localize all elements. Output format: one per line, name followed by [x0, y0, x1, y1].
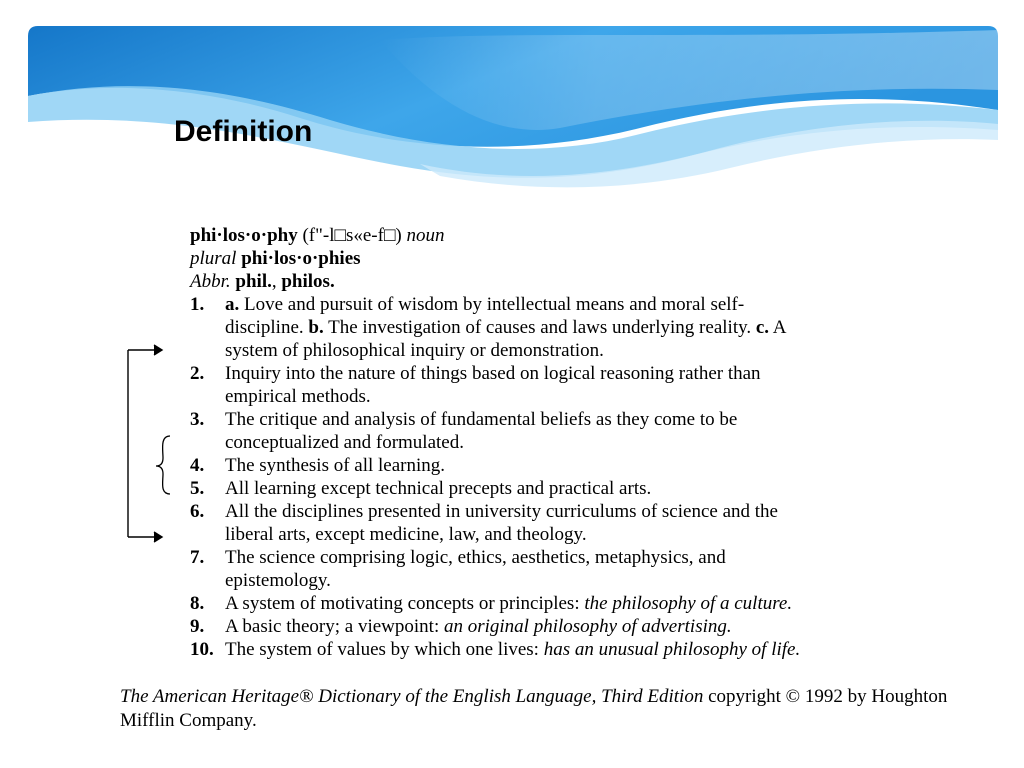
- part-of-speech: noun: [406, 225, 445, 246]
- header-wave-banner: [0, 0, 1024, 200]
- subsense-label-c: c.: [755, 317, 770, 338]
- usage-example: has an unusual philosophy of life.: [543, 639, 801, 660]
- sense-line: empirical methods.: [225, 386, 371, 407]
- subsense-text-a-cont: discipline.: [225, 317, 309, 338]
- sense-number: 5.: [190, 478, 205, 499]
- sense-line: [225, 316, 950, 339]
- plural-label: plural: [190, 248, 237, 269]
- abbr-separator: ,: [271, 271, 282, 292]
- subsense-label-b: b.: [308, 317, 324, 338]
- sense-line: Inquiry into the nature of things based on logical reasoning rather than: [225, 363, 761, 384]
- sense-item-2: [190, 362, 950, 408]
- sense-item-7: [190, 546, 950, 592]
- copyright-text: copyright © 1992 by Houghton Mifflin Company.: [120, 686, 948, 731]
- sense-number: 6.: [190, 501, 205, 522]
- sense-line: liberal arts, except medicine, law, and theology.: [225, 524, 587, 545]
- subsense-text-b: The investigation of causes and laws underlying reality.: [323, 317, 756, 338]
- sense-item-1: [190, 293, 950, 362]
- sense-number: 10.: [190, 639, 214, 660]
- subsense-text-c-start: A: [769, 317, 787, 338]
- headword-line: [190, 224, 950, 247]
- sense-text: The system of values by which one lives:: [225, 639, 544, 660]
- sense-item-6: [190, 500, 950, 546]
- sense-line: conceptualized and formulated.: [225, 432, 464, 453]
- sense-line: The synthesis of all learning.: [225, 455, 446, 476]
- sense-line: [225, 615, 950, 638]
- abbreviation-line: [190, 270, 950, 293]
- sense-list: [190, 293, 950, 661]
- source-citation: [120, 685, 980, 733]
- plural-line: [190, 247, 950, 270]
- abbr-value-1: phil.: [235, 271, 272, 292]
- sense-number: 2.: [190, 363, 205, 384]
- sense-number: 4.: [190, 455, 205, 476]
- sense-item-4: [190, 454, 950, 477]
- sense-line: All learning except technical precepts and practical arts.: [225, 478, 652, 499]
- sense-line: epistemology.: [225, 570, 331, 591]
- sense-number: 7.: [190, 547, 205, 568]
- usage-example: the philosophy of a culture.: [584, 593, 793, 614]
- sense-item-8: [190, 592, 950, 615]
- abbr-value-2: philos.: [281, 271, 335, 292]
- sense-item-3: [190, 408, 950, 454]
- sense-number: 1.: [190, 294, 205, 315]
- sense-line: The science comprising logic, ethics, aesthetics, metaphysics, and: [225, 547, 726, 568]
- sense-item-10: [190, 638, 950, 661]
- sense-text: A system of motivating concepts or principles:: [225, 593, 585, 614]
- sense-item-5: [190, 477, 950, 500]
- sense-line: [225, 638, 950, 661]
- sense-line: [225, 293, 950, 316]
- pronunciation: (f"-l□s«e-f□): [302, 225, 402, 246]
- subsense-text-a: Love and pursuit of wisdom by intellectual means and moral self-: [239, 294, 745, 315]
- sense-line: [225, 592, 950, 615]
- sense-line: system of philosophical inquiry or demonstration.: [225, 340, 604, 361]
- sense-item-9: [190, 615, 950, 638]
- sense-line: All the disciplines presented in university curriculums of science and the: [225, 501, 778, 522]
- sense-line: The critique and analysis of fundamental beliefs as they come to be: [225, 409, 738, 430]
- sense-number: 8.: [190, 593, 205, 614]
- sense-number: 9.: [190, 616, 205, 637]
- page-title: Definition: [174, 115, 313, 148]
- subsense-label-a: a.: [225, 294, 240, 315]
- curly-brace-icon: [156, 436, 170, 494]
- usage-example: an original philosophy of advertising.: [443, 616, 732, 637]
- bracket-arrow-connector: [128, 345, 162, 542]
- headword: phi·los·o·phy: [190, 225, 298, 246]
- dictionary-entry: [190, 224, 950, 661]
- abbr-label: Abbr.: [190, 271, 231, 292]
- sense-text: A basic theory; a viewpoint:: [225, 616, 444, 637]
- plural-form: phi·los·o·phies: [241, 248, 361, 269]
- source-title: The American Heritage® Dictionary of the English Language, Third Edition: [120, 686, 704, 707]
- sense-number: 3.: [190, 409, 205, 430]
